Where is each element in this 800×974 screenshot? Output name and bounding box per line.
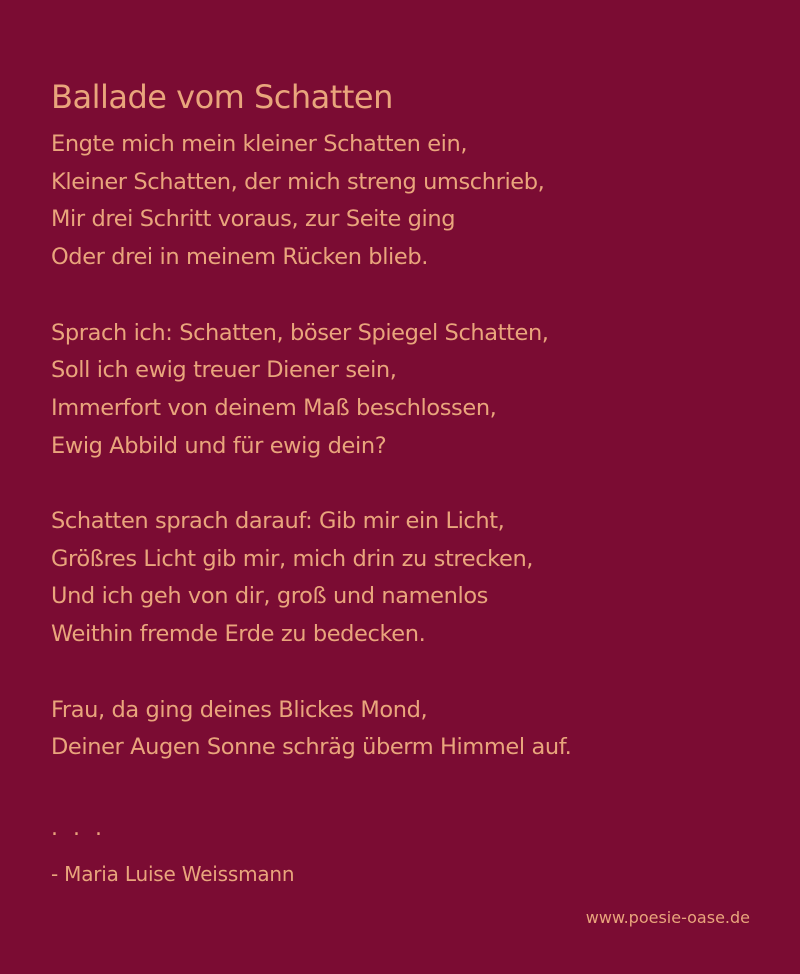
poem-line: Engte mich mein kleiner Schatten ein, bbox=[51, 131, 468, 157]
poem-line: Immerfort von deinem Maß beschlossen, bbox=[51, 394, 497, 421]
author-credit: - Maria Luise Weissmann bbox=[51, 862, 295, 886]
poem-line: Oder drei in meinem Rücken blieb. bbox=[51, 244, 428, 271]
poem-title: Ballade vom Schatten bbox=[51, 78, 393, 117]
poem-line: Größres Licht gib mir, mich drin zu strecken, bbox=[51, 545, 534, 572]
omission-ellipsis: . . . bbox=[51, 816, 106, 841]
poem-line: Frau, da ging deines Blickes Mond, bbox=[51, 696, 428, 723]
stanza-2 bbox=[51, 315, 571, 466]
poem-line: Deiner Augen Sonne schräg überm Himmel auf. bbox=[51, 734, 572, 761]
poem-line: Kleiner Schatten, der mich streng umschrieb, bbox=[51, 168, 545, 195]
poem-line: Ewig Abbild und für ewig dein? bbox=[51, 432, 387, 459]
poem-line: Sprach ich: Schatten, böser Spiegel Schatten, bbox=[51, 319, 549, 346]
stanza-3 bbox=[51, 503, 571, 654]
poem-line: Und ich geh von dir, groß und namenlos bbox=[51, 583, 489, 610]
poem-line: Mir drei Schritt voraus, zur Seite ging bbox=[51, 206, 456, 233]
stanza-4 bbox=[51, 692, 571, 767]
poem-line: Weithin fremde Erde zu bedecken. bbox=[51, 621, 426, 648]
poem-line: Soll ich ewig treuer Diener sein, bbox=[51, 357, 397, 384]
poem-line: Schatten sprach darauf: Gib mir ein Licht, bbox=[51, 508, 505, 534]
poem-body bbox=[51, 126, 571, 805]
stanza-1 bbox=[51, 126, 571, 277]
website-watermark: www.poesie-oase.de bbox=[585, 908, 750, 927]
